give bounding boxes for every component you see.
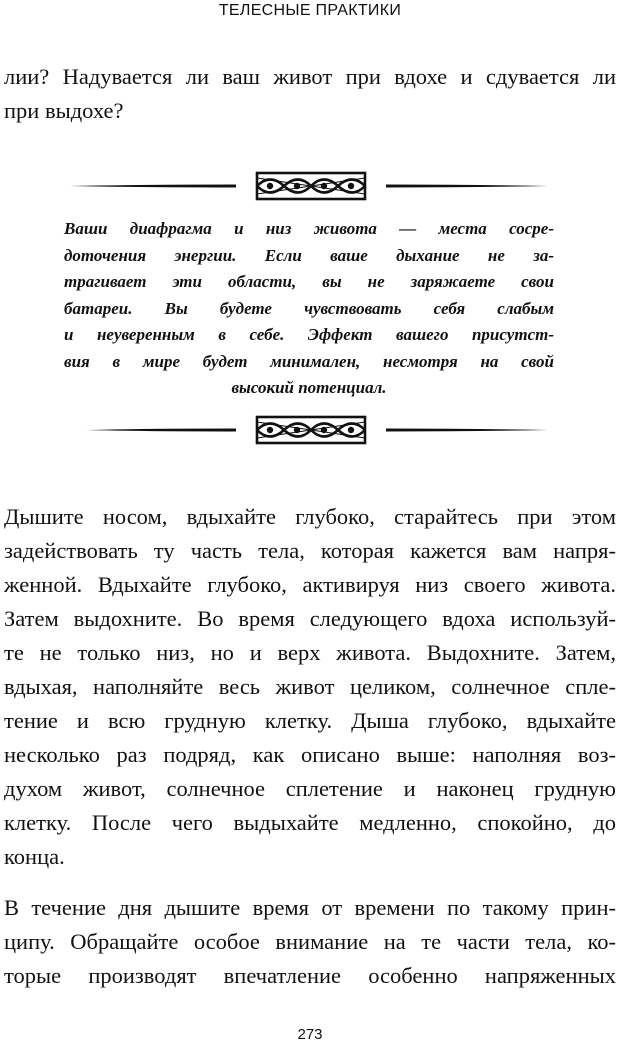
body-text-line: вдыхая, наполняйте весь живот целиком, солнечное спле- [4,674,616,699]
running-header: ТЕЛЕСНЫЕ ПРАКТИКИ [218,2,402,19]
callout-line: вия в мире будет минимален, несмотря на свой [64,351,554,371]
callout-line: доточения энергии. Если ваше дыхание не за- [64,245,554,265]
body-text-line: Дышите носом, вдыхайте глубоко, старайтесь при этом [4,504,616,529]
body-text-line: те не только низ, но и верх живота. Выдохните. Затем, [4,640,616,665]
body-text-line: Затем выдохните. Во время следующего вдоха используй- [4,606,616,631]
page-number: 273 [297,1026,323,1043]
body-text-line: духом живот, солнечное сплетение и наконец грудную [4,776,616,801]
body-text-line: тение и всю грудную клетку. Дыша глубоко, вдыхайте [4,708,616,733]
body-text-line: задействовать ту часть тела, которая кажется вам напря- [4,538,616,563]
body-text-line: несколько раз подряд, как описано выше: наполняя воз- [4,742,616,767]
body-text-line: торые производят впечатление особенно напряженных [4,963,616,988]
callout-line: и неуверенным в себе. Эффект вашего присутст- [64,325,554,344]
celtic-knot-ornament-bottom [0,410,620,450]
callout-line: Ваши диафрагма и низ живота — места сосре- [64,219,554,238]
callout-line: трагивает эти области, вы не заряжаете свои [64,272,554,291]
body-text-line: конца. [4,844,65,869]
body-text-line: В течение дня дышите время от времени по такому прин- [4,895,616,920]
callout-line: батареи. Вы будете чувствовать себя слабым [64,298,554,318]
body-text-line: клетку. После чего выдыхайте медленно, спокойно, до [4,810,616,835]
body-text-line: ципу. Обращайте особое внимание на те части тела, ко- [4,929,616,954]
body-text-line: женной. Вдыхайте глубоко, активируя низ своего живота. [4,572,616,597]
body-text-line: при выдохе? [4,98,124,123]
callout-line: высокий потенциал. [231,378,387,397]
celtic-knot-ornament-top [0,166,620,206]
body-text-line: лии? Надувается ли ваш живот при вдохе и сдувается ли [4,64,616,89]
